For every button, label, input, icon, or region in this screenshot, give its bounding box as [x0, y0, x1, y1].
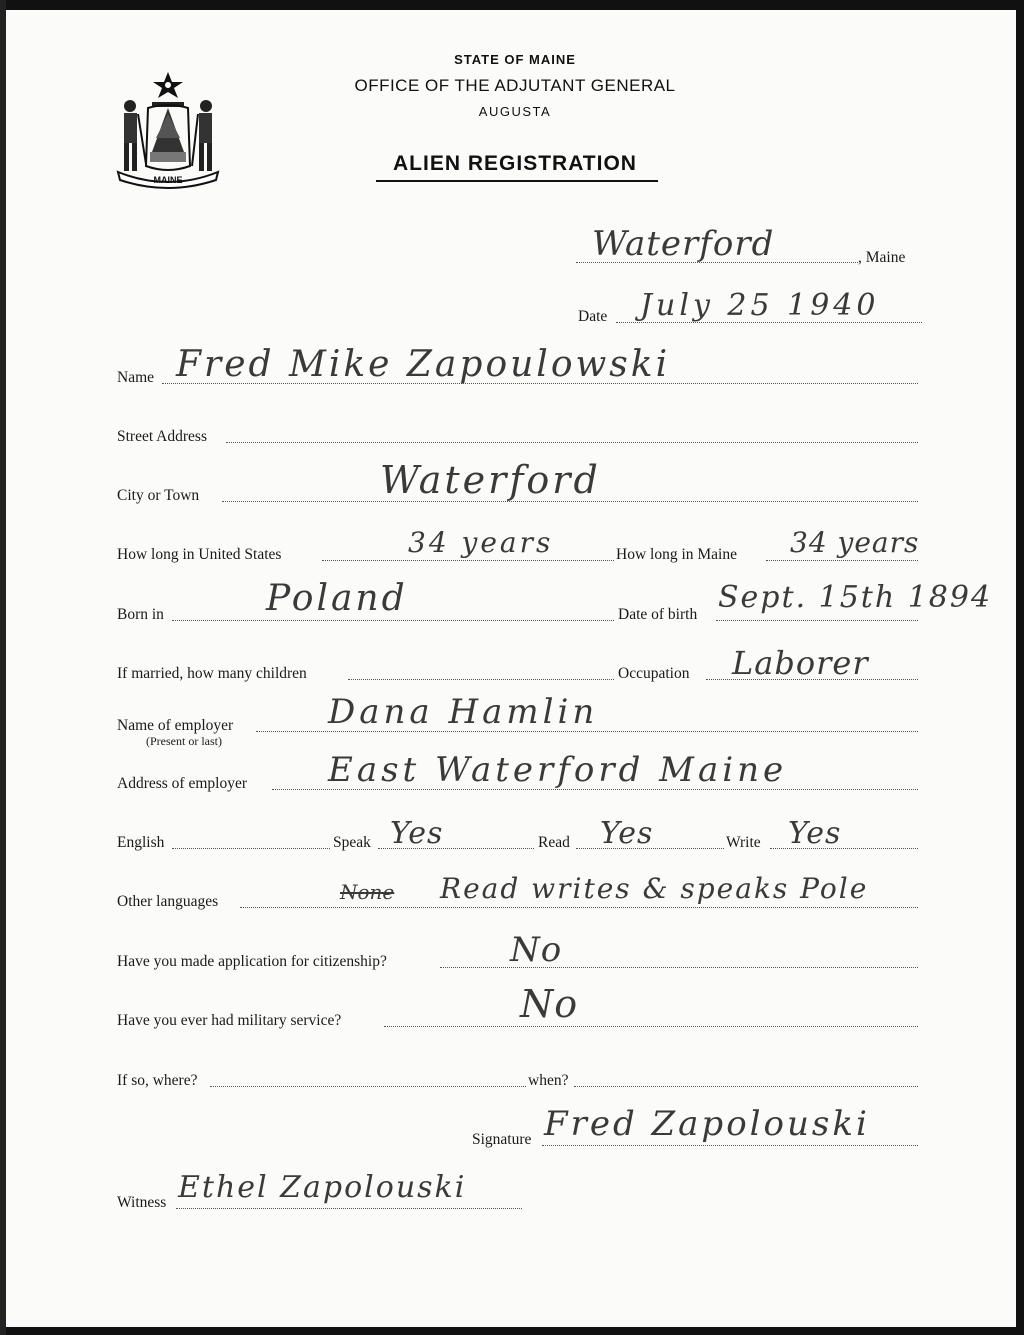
how-long-maine-line [766, 560, 918, 561]
signature-entry: Fred Zapolouski [544, 1104, 870, 1144]
employer-address-entry: East Waterford Maine [328, 750, 788, 790]
witness-label: Witness [117, 1194, 167, 1211]
other-languages-entry: Read writes & speaks Pole [440, 872, 869, 905]
military-line [384, 1026, 918, 1027]
scan-border-bottom [0, 1327, 1024, 1335]
employer-label: Name of employer [117, 717, 234, 734]
speak-label: Speak [333, 834, 371, 851]
seal-banner-text: MAINE [153, 175, 183, 185]
how-long-maine-entry: 34 years [790, 526, 920, 559]
maine-suffix-label: , Maine [858, 249, 906, 266]
born-in-entry: Poland [266, 578, 408, 619]
write-entry: Yes [788, 816, 842, 851]
where-line [210, 1086, 526, 1087]
military-label: Have you ever had military service? [117, 1012, 342, 1029]
office-heading: OFFICE OF THE ADJUTANT GENERAL [354, 76, 676, 95]
speak-entry: Yes [390, 816, 444, 851]
date-of-birth-entry: Sept. 15th 1894 [718, 580, 993, 615]
how-long-us-line [322, 560, 614, 561]
employer-sublabel: (Present or last) [146, 734, 222, 748]
witness-line [176, 1208, 522, 1209]
signature-line [542, 1145, 918, 1146]
name-label: Name [117, 369, 155, 386]
street-address-line [226, 442, 918, 443]
when-line [574, 1086, 918, 1087]
military-entry: No [520, 982, 579, 1026]
scan-border-right [1016, 0, 1024, 1335]
state-of-maine-seal [112, 68, 224, 192]
when-label: when? [528, 1072, 569, 1089]
name-entry: Fred Mike Zapoulowski [176, 344, 671, 385]
citizenship-entry: No [510, 930, 563, 970]
read-entry: Yes [600, 816, 654, 851]
date-label: Date [578, 308, 608, 325]
read-label: Read [538, 834, 570, 851]
other-languages-line [240, 907, 918, 908]
english-label: English [117, 834, 165, 851]
witness-entry: Ethel Zapolouski [178, 1170, 467, 1205]
city-or-town-entry: Waterford [380, 458, 601, 502]
other-languages-label: Other languages [117, 893, 219, 910]
title-underline [376, 180, 658, 182]
signature-label: Signature [472, 1131, 532, 1148]
children-line [348, 679, 614, 680]
state-heading: STATE OF MAINE [454, 52, 576, 67]
write-label: Write [726, 834, 761, 851]
where-label: If so, where? [117, 1072, 198, 1089]
city-heading: AUGUSTA [478, 104, 552, 119]
street-address-label: Street Address [117, 428, 207, 445]
occupation-label: Occupation [618, 665, 690, 682]
town-entry: Waterford [592, 224, 775, 264]
occupation-entry: Laborer [732, 644, 869, 682]
scan-border-left [0, 0, 6, 1335]
date-of-birth-label: Date of birth [618, 606, 698, 623]
born-in-label: Born in [117, 606, 164, 623]
how-long-maine-label: How long in Maine [616, 546, 737, 563]
scan-border-top [0, 0, 1024, 10]
citizenship-label: Have you made application for citizenship? [117, 953, 387, 970]
employer-entry: Dana Hamlin [328, 692, 599, 732]
city-or-town-label: City or Town [117, 487, 200, 504]
how-long-us-entry: 34 years [408, 526, 554, 559]
other-languages-struck-entry: None [340, 880, 395, 904]
how-long-us-label: How long in United States [117, 546, 282, 563]
form-title: ALIEN REGISTRATION [393, 152, 637, 175]
children-label: If married, how many children [117, 665, 307, 682]
english-line [172, 848, 330, 849]
employer-address-label: Address of employer [117, 775, 247, 792]
born-in-line [172, 620, 614, 621]
date-of-birth-line [716, 620, 918, 621]
date-entry: July 25 1940 [640, 288, 880, 323]
